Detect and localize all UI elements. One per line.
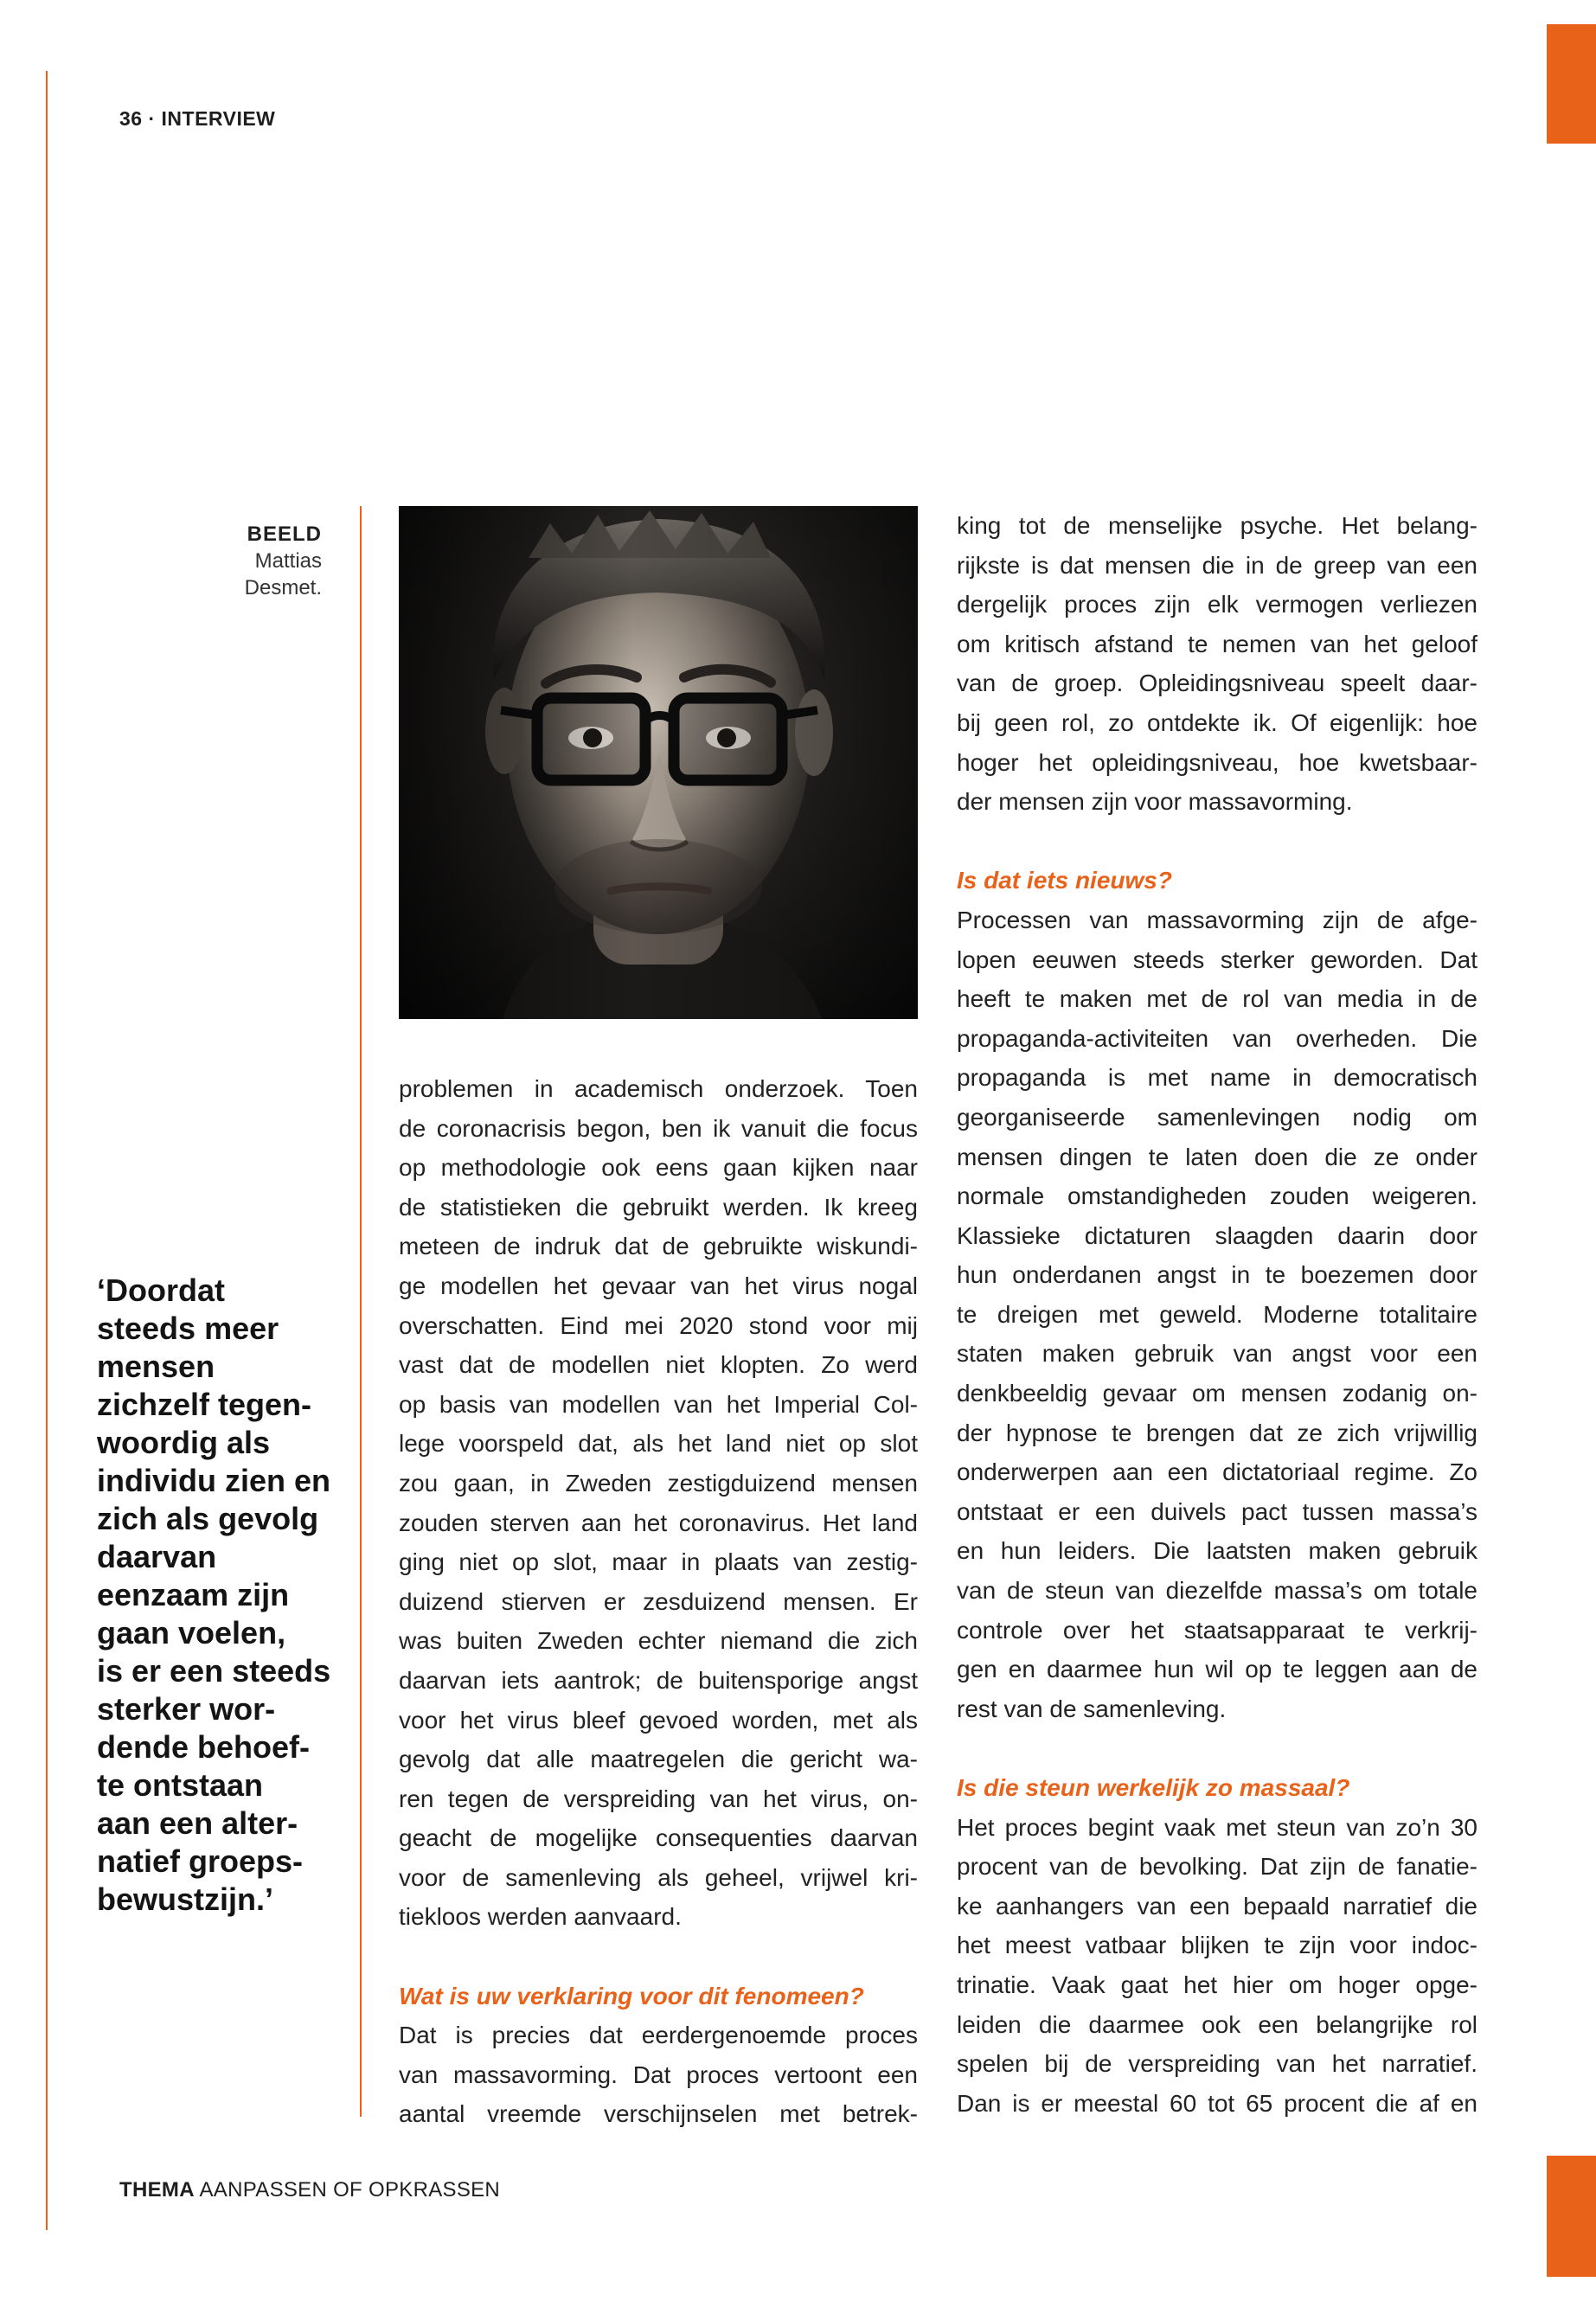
body-line: daarvan iets aantrok; de buitensporige angst (399, 1666, 918, 1694)
body-line: dergelijk proces zijn elk vermogen verliezen (957, 591, 1477, 619)
body-line: ke aanhangers van een bepaald narratief die (957, 1892, 1477, 1920)
pull-quote-line: eenzaam zijn (97, 1577, 290, 1612)
body-line: van massavorming. Dat proces vertoont een (399, 2061, 918, 2088)
footer-theme-label: THEMA (119, 2178, 195, 2202)
body-line: meteen de indruk dat de gebruikte wiskundi- (399, 1233, 918, 1260)
body-line: ge modellen het gevaar van het virus nogal (399, 1272, 918, 1299)
body-line: der hypnose te brengen dat ze zich vrijwillig (957, 1419, 1477, 1446)
body-column-middle (399, 1069, 918, 2134)
body-line: hoger het opleidingsniveau, hoe kwetsbaar- (957, 748, 1477, 776)
page-footer (119, 2178, 500, 2202)
body-line: van de steun van diezelfde massa’s om totale (957, 1577, 1477, 1605)
pull-quote-line: ‘Doordat (97, 1272, 225, 1308)
body-line: Klassieke dictaturen slaagden daarin door (957, 1221, 1477, 1249)
body-line: ontstaat er een duivels pact tussen massa’s (957, 1497, 1477, 1525)
body-line: op methodologie ook eens gaan kijken naar (399, 1154, 918, 1182)
body-line: spelen bij de verspreiding van het narratief. (957, 2050, 1477, 2078)
body-line: controle over het staatsapparaat te verkrij- (957, 1616, 1477, 1644)
body-line: ren tegen de verspreiding van het virus, on- (399, 1785, 918, 1812)
body-line: procent van de bevolking. Dat zijn de fanatie- (957, 1853, 1477, 1881)
body-line: denkbeeldig gevaar om mensen zodanig on- (957, 1380, 1477, 1407)
column-divider-rule (360, 506, 362, 2117)
photo-credit (190, 521, 322, 601)
pull-quote-line: te ontstaan (97, 1767, 264, 1803)
pull-quote-line: is er een steeds (97, 1653, 331, 1689)
body-line: staten maken gebruik van angst voor een (957, 1340, 1477, 1368)
body-line: Het proces begint vaak met steun van zo’n 30 (957, 1813, 1477, 1841)
body-line: Dat is precies dat eerdergenoemde proces (399, 2022, 918, 2049)
body-line: Dan is er meestal 60 tot 65 procent die af en (957, 2089, 1477, 2117)
body-line: bij geen rol, zo ontdekte ik. Of eigenlijk: hoe (957, 708, 1477, 736)
body-line: om kritisch afstand te nemen van het geloof (957, 630, 1477, 657)
footer-theme-title: AANPASSEN OF OPKRASSEN (199, 2178, 501, 2202)
body-line: rijkste is dat mensen die in de greep van een (957, 551, 1477, 579)
body-line: overschatten. Eind mei 2020 stond voor mij (399, 1311, 918, 1339)
body-line: was buiten Zweden echter niemand die zich (399, 1627, 918, 1655)
body-line: der mensen zijn voor massavorming. (957, 788, 1353, 816)
credit-name-line: Desmet. (244, 576, 322, 599)
body-line: hun onderdanen angst in te boezemen door (957, 1261, 1477, 1289)
interview-question: Wat is uw verklaring voor dit fenomeen? (399, 1982, 864, 2009)
body-line: het meest vatbaar blijken te zijn voor indoc- (957, 1932, 1477, 1959)
body-line: geacht de mogelijke consequenties daarvan (399, 1824, 918, 1852)
top-edge-tab (1547, 24, 1596, 144)
paragraph-gap (957, 1728, 1477, 1768)
body-column-right (957, 506, 1477, 2123)
body-line: propaganda-activiteiten van overheden. Die (957, 1024, 1477, 1052)
body-line: Processen van massavorming zijn de afge- (957, 906, 1477, 933)
body-line: gevolg dat alle maatregelen die gericht wa- (399, 1746, 918, 1773)
left-margin-rule (46, 71, 48, 2230)
body-line: zouden sterven aan het coronavirus. Het land (399, 1509, 918, 1536)
body-line: duizend stierven er zesduizend mensen. Er (399, 1587, 918, 1615)
pull-quote-line: bewustzijn.’ (97, 1881, 274, 1917)
pull-quote-line: individu zien en (97, 1463, 331, 1498)
body-line: onderwerpen aan een dictatoriaal regime. Zo (957, 1458, 1477, 1486)
body-line: rest van de samenleving. (957, 1695, 1227, 1722)
body-line: de coronacrisis begon, ben ik vanuit die focus (399, 1114, 918, 1142)
credit-name-line: Mattias (254, 549, 322, 573)
body-line: van de groep. Opleidingsniveau speelt daar- (957, 670, 1477, 697)
body-line: voor de samenleving als geheel, vrijwel kri- (399, 1863, 918, 1891)
bottom-edge-tab (1547, 2156, 1596, 2277)
pull-quote-line: natief groeps- (97, 1843, 304, 1879)
body-line: problemen in academisch onderzoek. Toen (399, 1075, 918, 1102)
pull-quote-line: gaan voelen, (97, 1615, 286, 1650)
pull-quote (97, 1272, 339, 1919)
interview-question: Is die steun werkelijk zo massaal? (957, 1774, 1350, 1801)
body-line: te dreigen met geweld. Moderne totalitaire (957, 1300, 1477, 1328)
pull-quote-line: aan een alter- (97, 1805, 298, 1841)
pull-quote-line: dende behoef- (97, 1729, 311, 1765)
body-line: leiden die daarmee ook een belangrijke rol (957, 2010, 1477, 2038)
body-line: aantal vreemde verschijnselen met betrek- (399, 2100, 918, 2128)
body-line: zou gaan, in Zweden zestigduizend mensen (399, 1469, 918, 1497)
body-line: vast dat de modellen niet klopten. Zo werd (399, 1351, 918, 1379)
body-line: lopen eeuwen steeds sterker geworden. Dat (957, 945, 1477, 973)
pull-quote-line: mensen (97, 1349, 215, 1384)
body-line: voor het virus bleef gevoed worden, met als (399, 1706, 918, 1734)
body-line: op basis van modellen van het Imperial Col- (399, 1390, 918, 1418)
pull-quote-line: zich als gevolg (97, 1501, 319, 1536)
body-line: mensen dingen te laten doen die ze onder (957, 1143, 1477, 1170)
pull-quote-line: sterker wor- (97, 1691, 276, 1727)
pull-quote-line: zichzelf tegen- (97, 1387, 312, 1422)
body-line: king tot de menselijke psyche. Het belang- (957, 512, 1477, 539)
pull-quote-line: steeds meer (97, 1311, 279, 1346)
body-line: de statistieken die gebruikt werden. Ik kreeg (399, 1193, 918, 1221)
pull-quote-line: woordig als (97, 1425, 271, 1460)
body-line: trinatie. Vaak gaat het hier om hoger opge- (957, 1971, 1477, 1998)
body-line: gen en daarmee hun wil op te leggen aan de (957, 1656, 1477, 1683)
body-line: propaganda is met name in democratisch (957, 1064, 1477, 1092)
paragraph-gap (957, 822, 1477, 862)
body-line: ging niet op slot, maar in plaats van zestig- (399, 1548, 918, 1576)
interview-question: Is dat iets nieuws? (957, 867, 1172, 894)
body-line: georganiseerde samenlevingen nodig om (957, 1103, 1477, 1131)
paragraph-gap (399, 1937, 918, 1977)
body-line: heeft te maken met de rol van media in de (957, 985, 1477, 1013)
portrait-photo (399, 506, 918, 1019)
body-line: en hun leiders. Die laatsten maken gebruik (957, 1537, 1477, 1565)
credit-label: BEELD (247, 522, 322, 546)
body-line: lege voorspeld dat, als het land niet op slot (399, 1430, 918, 1458)
body-line: normale omstandigheden zouden weigeren. (957, 1183, 1477, 1210)
pull-quote-line: daarvan (97, 1539, 217, 1574)
running-head: 36 · INTERVIEW (119, 107, 276, 130)
body-line: tiekloos werden aanvaard. (399, 1903, 682, 1931)
